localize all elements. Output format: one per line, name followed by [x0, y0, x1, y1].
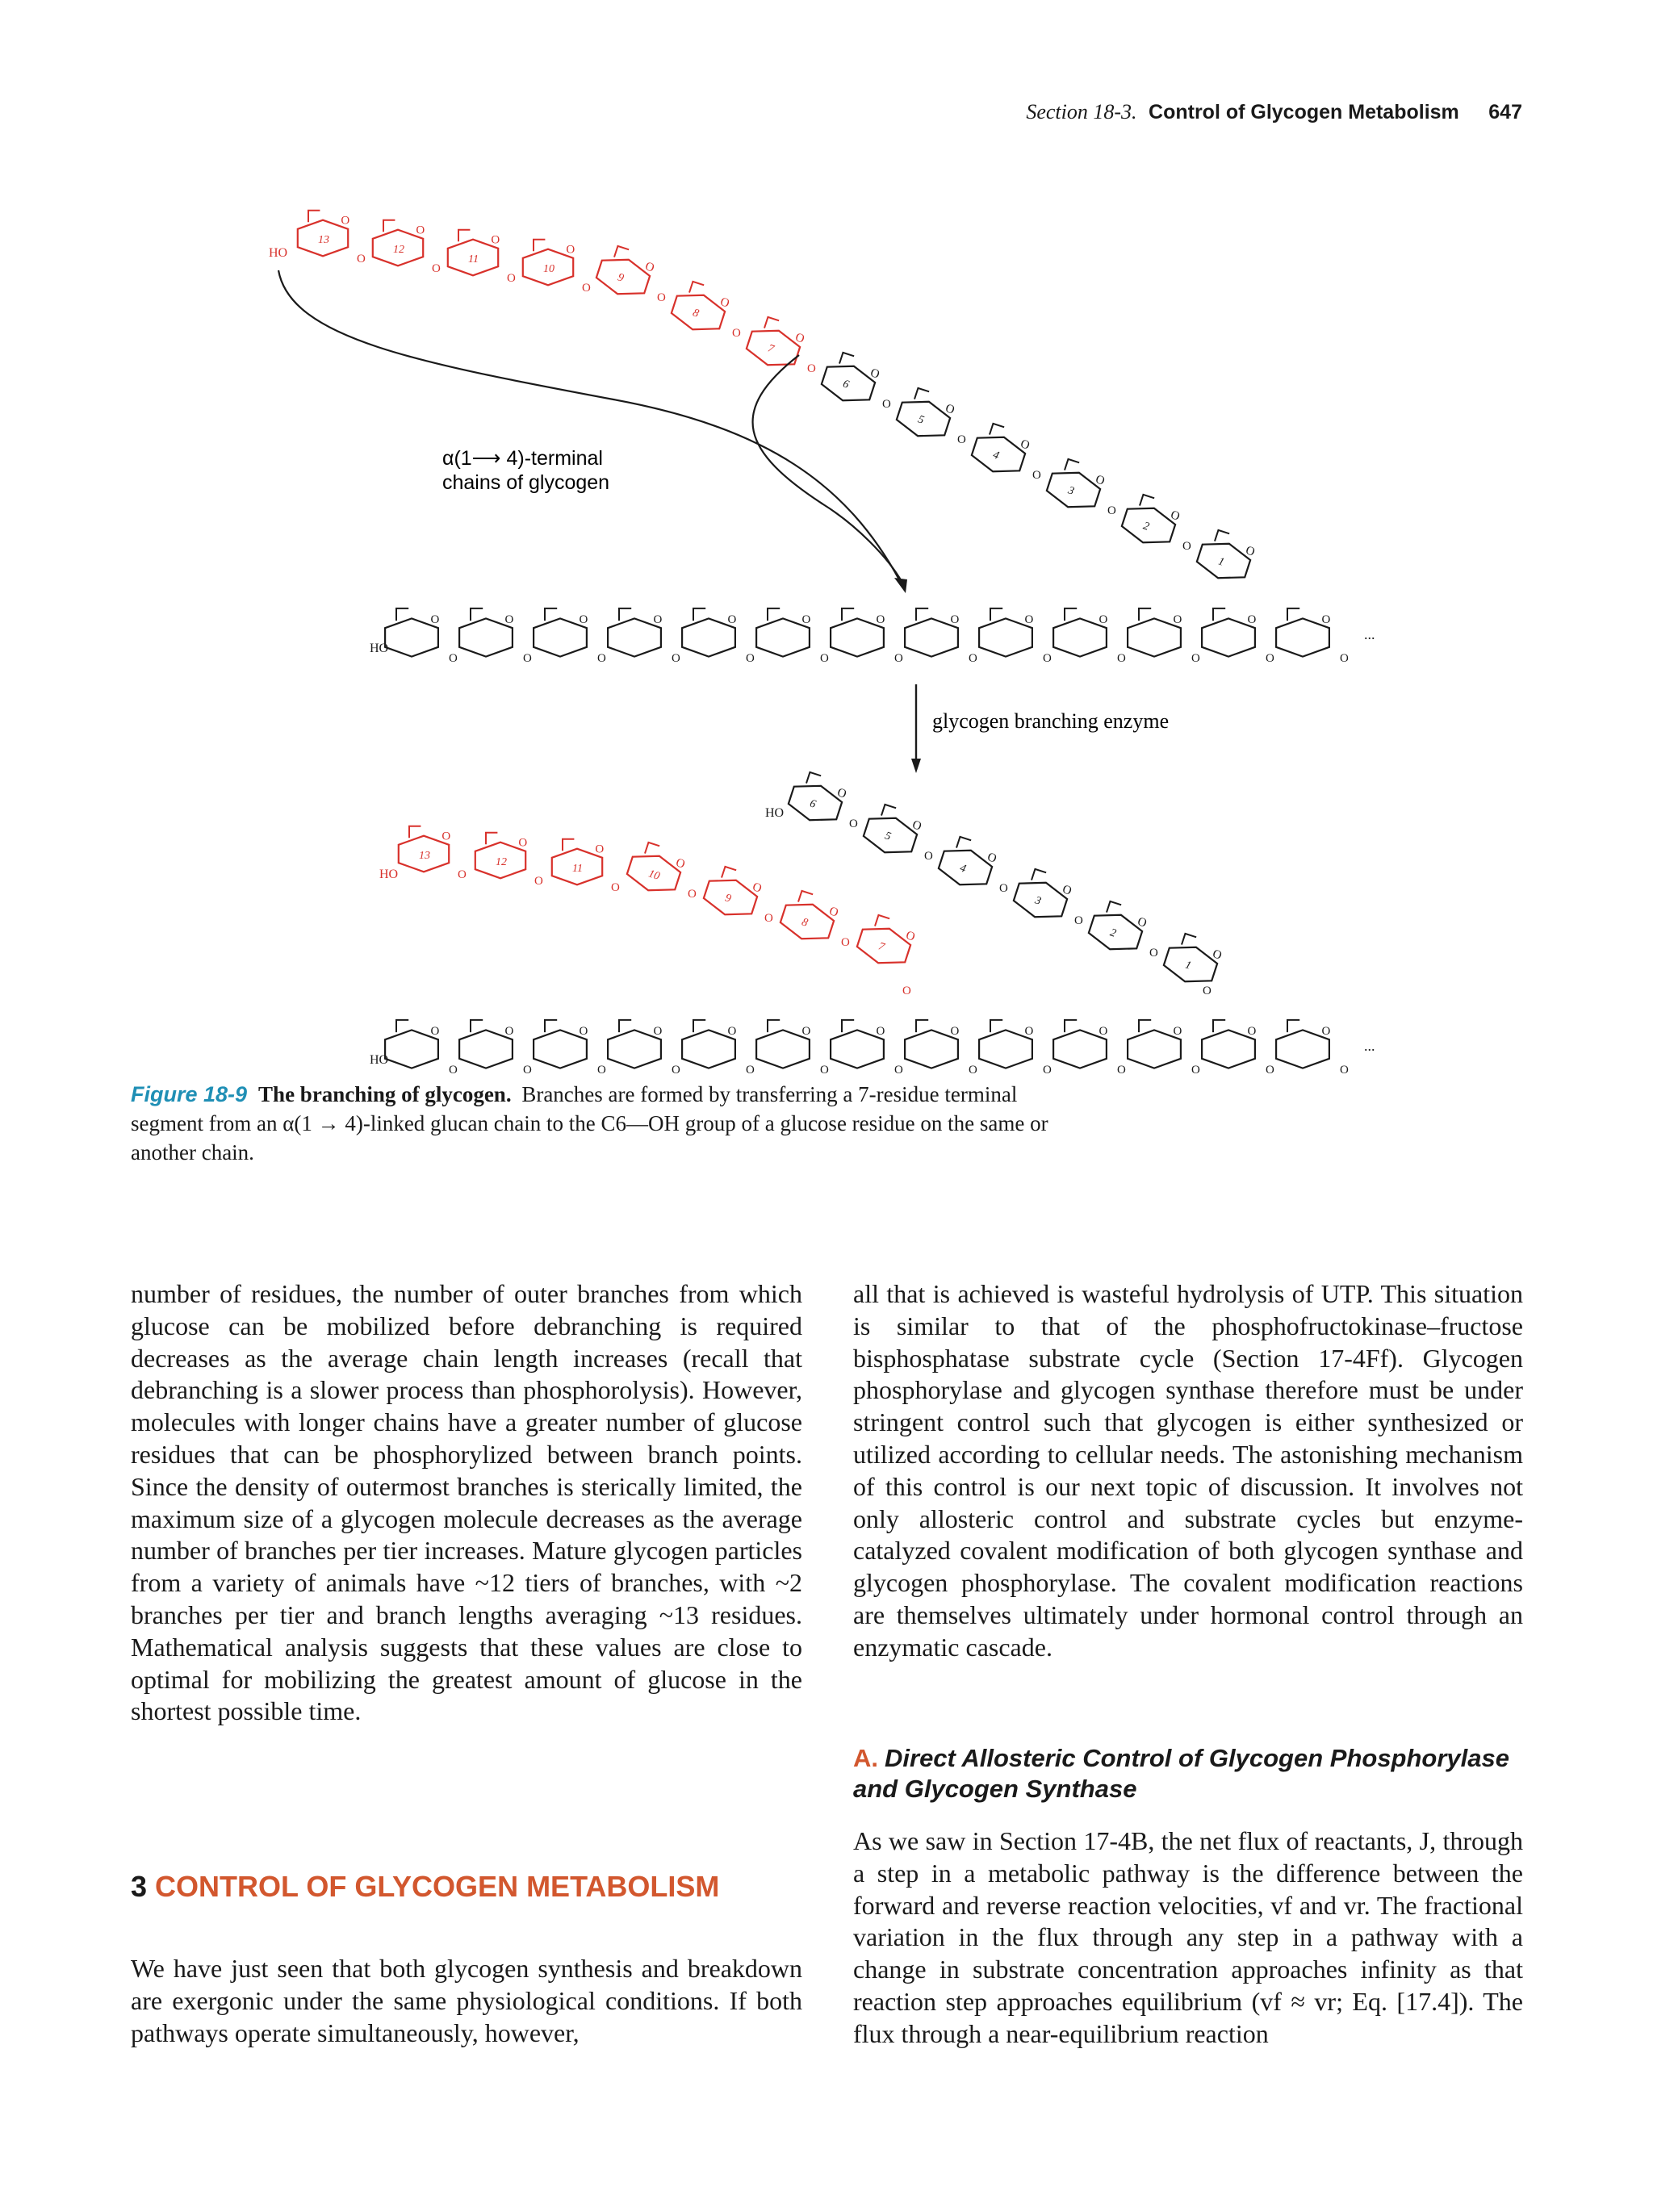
- glycosidic-oxygen: O: [969, 652, 977, 665]
- glucose-residue: [893, 385, 957, 445]
- glucose-residue: [969, 420, 1032, 480]
- glycosidic-oxygen: O: [523, 652, 532, 665]
- glycosidic-oxygen: O: [1340, 1064, 1349, 1073]
- glycosidic-oxygen: O: [458, 868, 467, 881]
- ring-oxygen: O: [504, 613, 514, 626]
- page-number: 647: [1488, 101, 1522, 123]
- glucose-residue: [534, 1020, 588, 1068]
- residue-number: 5: [883, 830, 893, 843]
- chain-continuation: ...: [1364, 626, 1375, 642]
- glycosidic-oxygen: O: [1032, 469, 1041, 482]
- glycosidic-oxygen: O: [1191, 652, 1200, 665]
- glycosidic-oxygen: O: [732, 327, 741, 340]
- hydroxyl-label: HO: [370, 1053, 389, 1067]
- glycosidic-oxygen: O: [1203, 985, 1212, 997]
- running-header: [1026, 100, 1522, 124]
- glycosidic-oxygen: O: [688, 888, 697, 901]
- glucose-residue: [523, 240, 575, 286]
- residue-number: 8: [691, 307, 701, 320]
- residue-number: 1: [1216, 555, 1226, 569]
- ring-oxygen: O: [566, 243, 575, 257]
- glycosidic-oxygen: O: [969, 1064, 977, 1073]
- left-column-paragraph-2: [131, 1953, 802, 2049]
- section-heading: [131, 1870, 802, 1904]
- residue-number: 3: [1033, 894, 1043, 908]
- ring-oxygen: O: [430, 1024, 440, 1038]
- residue-number: 7: [766, 342, 776, 356]
- glycosidic-oxygen: O: [902, 985, 911, 997]
- ring-oxygen: O: [835, 786, 848, 801]
- glycosidic-oxygen: O: [611, 881, 620, 894]
- ring-oxygen: O: [727, 613, 737, 626]
- glucose-residue: [459, 1020, 513, 1068]
- ring-oxygen: O: [341, 214, 350, 228]
- ring-oxygen: O: [910, 818, 923, 834]
- ring-oxygen: O: [1169, 508, 1182, 524]
- glycosidic-oxygen: O: [534, 875, 543, 888]
- glucose-residue: [1086, 898, 1149, 958]
- ring-oxygen: O: [950, 1024, 960, 1038]
- ring-oxygen: O: [653, 1024, 663, 1038]
- residue-number: 13: [419, 850, 430, 862]
- ring-oxygen: O: [1136, 915, 1149, 930]
- subsection-heading: [853, 1743, 1523, 1804]
- base-chain-upper: [370, 608, 1375, 665]
- ring-oxygen: O: [518, 836, 528, 850]
- residue-number: 9: [616, 271, 626, 285]
- glycosidic-oxygen: O: [746, 652, 755, 665]
- residue-number: 2: [1141, 520, 1151, 533]
- ring-oxygen: O: [876, 613, 885, 626]
- header-title: Control of Glycogen Metabolism: [1149, 101, 1459, 123]
- header-section: Section 18-3.: [1026, 100, 1137, 123]
- residue-number: 8: [800, 916, 810, 930]
- glucose-residue: [1128, 1020, 1182, 1068]
- hydroxyl-label: HO: [370, 642, 389, 655]
- glucose-residue: [1119, 491, 1182, 551]
- ring-oxygen: O: [1211, 947, 1224, 963]
- figure-label: Figure 18-9: [131, 1082, 248, 1106]
- body-paragraph: As we saw in Section 17-4B, the net flux of reactants, J, through a step in a metabolic pathway is the difference between the forward and reverse reaction velocities, vf and vr. The fractional variation in the flux through any step in a pathway with a change in substrate concentration approaches infinity as that reaction step approaches equilibrium (vf ≈ vr; Eq. [17.4]). The flux through a near-equilibrium reaction: [853, 1826, 1523, 2048]
- residue-number: 6: [808, 797, 818, 811]
- alpha-chain-label-line2: chains of glycogen: [442, 471, 610, 494]
- glucose-residue: [1276, 1020, 1330, 1068]
- glucose-residue: [298, 211, 350, 257]
- base-chain-lower: [370, 1020, 1375, 1073]
- glycosidic-oxygen: O: [1191, 1064, 1200, 1073]
- residue-number: 5: [916, 413, 926, 427]
- glucose-residue: [668, 278, 732, 338]
- glycosidic-oxygen: O: [1182, 540, 1191, 553]
- glucose-residue: [860, 801, 924, 861]
- glucose-residue: [1276, 608, 1330, 657]
- glucose-residue: [905, 1020, 959, 1068]
- glucose-residue: [373, 220, 425, 266]
- glycosidic-oxygen: O: [746, 1064, 755, 1073]
- ring-oxygen: O: [793, 331, 806, 346]
- glycosidic-oxygen: O: [1117, 652, 1126, 665]
- residue-number: 10: [543, 263, 554, 275]
- glucose-residue: [682, 608, 736, 657]
- glucose-residue: [831, 608, 885, 657]
- residue-number: 10: [647, 868, 662, 883]
- ring-oxygen: O: [1247, 613, 1257, 626]
- ring-oxygen: O: [595, 843, 605, 856]
- residue-number: 2: [1108, 926, 1118, 940]
- glucose-residue: [1128, 608, 1182, 657]
- glucose-residue: [701, 863, 764, 923]
- body-paragraph: number of residues, the number of outer branches from which glucose can be mobilized before debranching is required decreases as the average chain length increases (recall that debranching is a slower process than phosphorolysis). However, molecules with longer chains have a greater number of glucose residues that can be phosphorylized between branch points. Since the density of outermost branches is sterically limited, the maximum size of a glycogen molecule decreases as the average number of branches per tier increases. Mature glycogen particles from a variety of animals have ~12 tiers of branches, with ~2 branches per tier and branch lengths averaging ~13 residues. Mathematical analysis suggests that these values are close to optimal for mobilizing the greatest amount of glucose in the shortest possible time.: [131, 1279, 802, 1726]
- glycosidic-oxygen: O: [1340, 652, 1349, 665]
- top-branch-chain: [269, 211, 1258, 587]
- ring-oxygen: O: [1173, 613, 1182, 626]
- glucose-residue: [448, 230, 500, 276]
- ring-oxygen: O: [1321, 613, 1331, 626]
- glycosidic-oxygen: O: [523, 1064, 532, 1073]
- ring-oxygen: O: [1247, 1024, 1257, 1038]
- ring-oxygen: O: [643, 260, 656, 275]
- glucose-residue: [777, 888, 841, 947]
- glycosidic-oxygen: O: [597, 1064, 606, 1073]
- glucose-residue: [682, 1020, 736, 1068]
- body-paragraph: all that is achieved is wasteful hydrolysis of UTP. This situation is similar to that of the phosphofructokinase–fructose bisphosphatase substrate cycle (Section 17-4Ff). Glycogen phosphorylase and glycogen synthase therefore must be under stringent control such that glycogen is either synthesized or utilized according to cellular needs. The astonishing mechanism of this control is our next topic of discussion. It involves not only allosteric control and substrate cycles but enzyme-catalyzed covalent modification of both glycogen synthase and glycogen phosphorylase. The covalent modification reactions are themselves ultimately under hormonal control through an enzymatic cascade.: [853, 1279, 1523, 1662]
- hydroxyl-label: HO: [269, 246, 288, 260]
- caption-text: Branches are formed by transferring a 7-residue terminal segment from an α(1 → 4)-linked glucan chain to the C6—OH group of a glucose residue on the same or another chain.: [131, 1082, 1048, 1165]
- ring-oxygen: O: [986, 851, 998, 866]
- glucose-residue: [608, 1020, 662, 1068]
- residue-number: 1: [1183, 959, 1193, 972]
- glucose-residue: [743, 314, 807, 374]
- hydroxyl-label: HO: [765, 806, 785, 820]
- glucose-residue: [624, 839, 688, 899]
- glucose-residue: [608, 608, 662, 657]
- glycosidic-oxygen: O: [507, 272, 516, 285]
- ring-oxygen: O: [430, 613, 440, 626]
- glucose-residue: [1202, 608, 1256, 657]
- glycogen-branching-figure: [0, 161, 1653, 1073]
- ring-oxygen: O: [579, 1024, 588, 1038]
- residue-number: 3: [1066, 484, 1076, 498]
- ring-oxygen: O: [674, 856, 687, 872]
- ring-oxygen: O: [1244, 544, 1257, 559]
- glucose-residue: [1044, 456, 1107, 516]
- glycosidic-oxygen: O: [820, 1064, 829, 1073]
- residue-number: 12: [393, 244, 404, 256]
- glycosidic-oxygen: O: [1117, 1064, 1126, 1073]
- right-column-paragraph-1: [853, 1278, 1523, 1664]
- glucose-residue: [785, 769, 849, 829]
- figure-caption: [131, 1080, 1083, 1167]
- ring-oxygen: O: [950, 613, 960, 626]
- ring-oxygen: O: [441, 830, 451, 843]
- glycosidic-oxygen: O: [882, 398, 891, 411]
- residue-number: 11: [572, 863, 583, 875]
- glucose-residue: [756, 608, 810, 657]
- glycosidic-oxygen: O: [449, 652, 458, 665]
- glucose-residue: [534, 608, 588, 657]
- ring-oxygen: O: [1061, 883, 1073, 898]
- ring-oxygen: O: [1321, 1024, 1331, 1038]
- ring-oxygen: O: [1024, 1024, 1034, 1038]
- glycosidic-oxygen: O: [357, 253, 366, 266]
- enzyme-label: glycogen branching enzyme: [932, 709, 1170, 733]
- glucose-residue: [756, 1020, 810, 1068]
- subsection-title: Direct Allosteric Control of Glycogen Phosphorylase and Glycogen Synthase: [853, 1744, 1510, 1803]
- glycosidic-oxygen: O: [849, 817, 858, 830]
- glucose-residue: [1161, 930, 1224, 990]
- enzyme-arrowhead: [911, 759, 921, 773]
- section-title: CONTROL OF GLYCOGEN METABOLISM: [155, 1870, 720, 1903]
- glucose-residue: [818, 349, 882, 409]
- glycosidic-oxygen: O: [432, 262, 441, 275]
- transfer-arrowhead: [894, 578, 907, 593]
- ring-oxygen: O: [801, 1024, 811, 1038]
- ring-oxygen: O: [1099, 1024, 1108, 1038]
- glucose-residue: [385, 608, 439, 657]
- residue-number: 9: [723, 892, 733, 905]
- ring-oxygen: O: [718, 295, 731, 311]
- figure-title: The branching of glycogen.: [258, 1082, 512, 1106]
- glycosidic-oxygen: O: [1266, 652, 1274, 665]
- ring-oxygen: O: [491, 233, 500, 247]
- ring-oxygen: O: [727, 1024, 737, 1038]
- ring-oxygen: O: [1024, 613, 1034, 626]
- section-number: 3: [131, 1870, 148, 1903]
- glycosidic-oxygen: O: [449, 1064, 458, 1073]
- glycosidic-oxygen: O: [841, 936, 850, 949]
- glycosidic-oxygen: O: [999, 882, 1008, 895]
- ring-oxygen: O: [1173, 1024, 1182, 1038]
- glycosidic-oxygen: O: [807, 362, 816, 375]
- transfer-arrow-curve-1: [278, 270, 900, 581]
- ring-oxygen: O: [751, 880, 764, 896]
- ring-oxygen: O: [1094, 473, 1107, 488]
- bottom-branch-chain: [379, 769, 1224, 997]
- ring-oxygen: O: [876, 1024, 885, 1038]
- glycosidic-oxygen: O: [764, 912, 773, 925]
- ring-oxygen: O: [944, 402, 956, 417]
- glycosidic-oxygen: O: [657, 291, 666, 304]
- glycosidic-oxygen: O: [1266, 1064, 1274, 1073]
- glycosidic-oxygen: O: [672, 1064, 680, 1073]
- chain-continuation: ...: [1364, 1038, 1375, 1054]
- residue-number: 4: [958, 862, 968, 876]
- glycosidic-oxygen: O: [597, 652, 606, 665]
- subsection-letter: A.: [853, 1744, 878, 1772]
- glycosidic-oxygen: O: [582, 282, 591, 295]
- glycosidic-oxygen: O: [1043, 652, 1052, 665]
- glucose-residue: [1194, 527, 1258, 587]
- glucose-residue: [1053, 608, 1107, 657]
- glucose-residue: [979, 608, 1033, 657]
- ring-oxygen: O: [827, 905, 840, 920]
- glucose-residue: [475, 833, 528, 879]
- ring-oxygen: O: [416, 224, 425, 237]
- glycosidic-oxygen: O: [672, 652, 680, 665]
- glucose-residue: [1011, 866, 1074, 926]
- glycosidic-oxygen: O: [1074, 914, 1083, 927]
- glycosidic-oxygen: O: [894, 652, 903, 665]
- glycosidic-oxygen: O: [924, 850, 933, 863]
- residue-number: 6: [841, 378, 851, 391]
- glucose-residue: [593, 243, 657, 303]
- residue-number: 13: [318, 234, 329, 246]
- right-column-paragraph-2: [853, 1825, 1523, 2051]
- glucose-residue: [935, 834, 999, 893]
- ring-oxygen: O: [504, 1024, 514, 1038]
- ring-oxygen: O: [1019, 437, 1032, 453]
- glucose-residue: [905, 608, 959, 657]
- residue-number: 7: [877, 940, 886, 954]
- glucose-residue: [831, 1020, 885, 1068]
- ring-oxygen: O: [579, 613, 588, 626]
- glycosidic-oxygen: O: [1107, 504, 1116, 517]
- ring-oxygen: O: [868, 366, 881, 382]
- hydroxyl-label: HO: [379, 868, 399, 881]
- alpha-chain-label-line1: α(1⟶ 4)-terminal: [442, 447, 603, 470]
- glycosidic-oxygen: O: [820, 652, 829, 665]
- glycosidic-oxygen: O: [1043, 1064, 1052, 1073]
- glucose-residue: [459, 608, 513, 657]
- ring-oxygen: O: [801, 613, 811, 626]
- body-paragraph: We have just seen that both glycogen synthesis and breakdown are exergonic under the same physiological conditions. If both pathways operate simultaneously, however,: [131, 1954, 802, 2047]
- residue-number: 4: [991, 449, 1001, 462]
- glucose-residue: [399, 826, 451, 872]
- ring-oxygen: O: [1099, 613, 1108, 626]
- glucose-residue: [979, 1020, 1033, 1068]
- residue-number: 11: [468, 253, 479, 266]
- residue-number: 12: [496, 856, 507, 868]
- glycosidic-oxygen: O: [957, 433, 966, 446]
- left-column-paragraph-1: [131, 1278, 802, 1728]
- glycosidic-oxygen: O: [1149, 947, 1158, 960]
- glucose-residue: [1202, 1020, 1256, 1068]
- glucose-residue: [1053, 1020, 1107, 1068]
- glucose-residue: [552, 839, 605, 885]
- ring-oxygen: O: [653, 613, 663, 626]
- glucose-residue: [854, 912, 918, 972]
- glycosidic-oxygen: O: [894, 1064, 903, 1073]
- glucose-residue: [385, 1020, 439, 1068]
- ring-oxygen: O: [904, 929, 917, 944]
